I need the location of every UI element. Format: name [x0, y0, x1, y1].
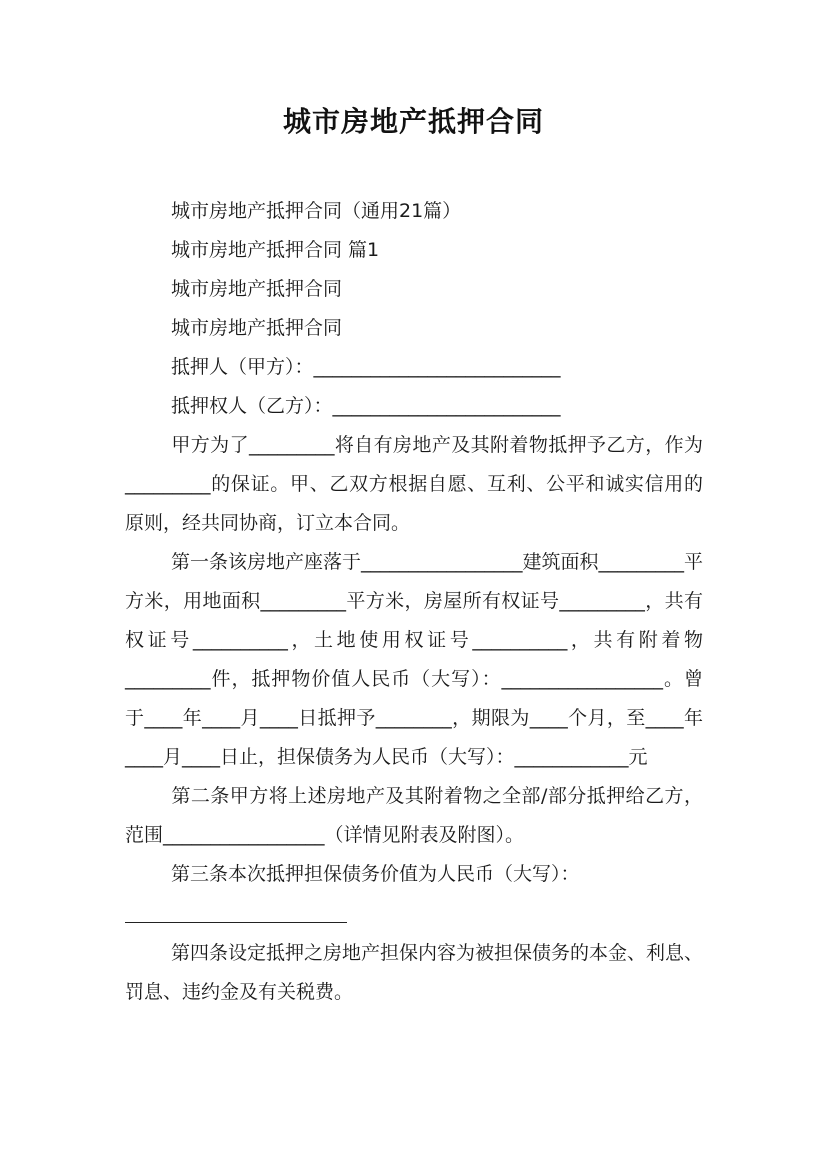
document-title: 城市房地产抵押合同: [282, 105, 544, 138]
article-1-paragraph: [125, 543, 703, 777]
heading-line-2: 城市房地产抵押合同 篇1: [171, 239, 380, 261]
article-3-text: 第三条本次抵押担保债务价值为人民币（大写）：: [171, 863, 580, 885]
article-2-text: 第二条甲方将上述房地产及其附着物之全部/部分抵押给乙方，范围_________________（详情见附表及附图）。: [125, 785, 703, 846]
mortgagor-line: 抵押人（甲方）：__________________________: [171, 356, 561, 378]
heading-line-1: 城市房地产抵押合同（通用21篇）: [171, 200, 462, 222]
article-3-paragraph: [125, 855, 703, 894]
intro-paragraph: [125, 426, 703, 543]
heading-line-4: 城市房地产抵押合同: [171, 317, 343, 339]
mortgagee-line: 抵押权人（乙方）：________________________: [171, 395, 561, 417]
heading-line-3: 城市房地产抵押合同: [171, 278, 343, 300]
article-4-text: 第四条设定抵押之房地产担保内容为被担保债务的本金、利息、罚息、违约金及有关税费。: [125, 942, 704, 1003]
article-3-blank: [125, 894, 347, 923]
intro-text: 甲方为了_________将自有房地产及其附着物抵押予乙方，作为_________的保证。甲、乙双方根据自愿、互利、公平和诚实信用的原则，经共同协商，订立本合同。: [125, 434, 703, 534]
document-body: [125, 192, 703, 1012]
article-4-paragraph: [125, 934, 703, 1012]
article-1-text: 第一条该房地产座落于_________________建筑面积_________平方米，用地面积_________平方米，房屋所有权证号_________，共有权证号__________，土地使用权证号__________，共有附着物_________件，抵押物价值人民币（大写）：_________________。曾于____年____月____日抵押予________，期限为____个月，至____年____月____日止，担保债务为人民币（大写）：____________元: [125, 551, 704, 768]
article-2-paragraph: [125, 777, 703, 855]
